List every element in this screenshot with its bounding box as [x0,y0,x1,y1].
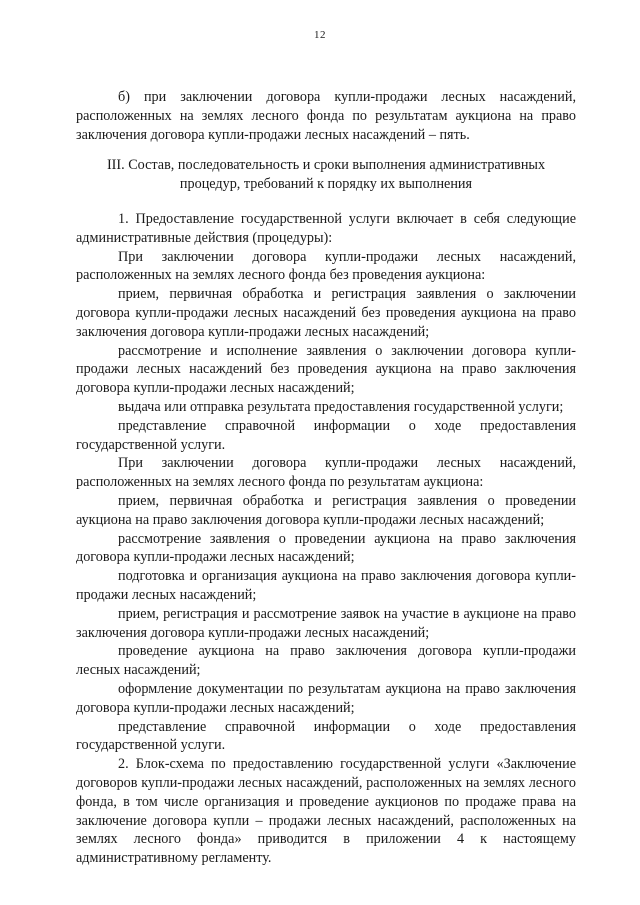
page-number: 12 [314,29,326,41]
paragraph: рассмотрение заявления о проведении аукциона на право заключения договора купли-продажи лесных насаждений; [76,530,576,566]
paragraph: 2. Блок-схема по предоставлению государственной услуги «Заключение договоров купли-продажи лесных насаждений, расположенных на землях лесного фонда, в том числе организация и проведение аукционов по продаже права на заключение договора купли – продажи лесных насаждений, расположенных на землях лесного фонда» приводится в приложении 4 к настоящему административному регламенту. [76,756,576,867]
paragraph: рассмотрение и исполнение заявления о заключении договора купли-продажи лесных насаждений без проведения аукциона на право заключения договора купли-продажи лесных насаждений; [76,342,576,397]
paragraph: представление справочной информации о ходе предоставления государственной услуги. [76,417,576,453]
section-body [76,210,576,868]
paragraph: оформление документации по результатам аукциона на право заключения договора купли-продажи лесных насаждений; [76,680,576,716]
paragraph: прием, первичная обработка и регистрация заявления о проведении аукциона на право заключения договора купли-продажи лесных насаждений; [76,492,576,528]
paragraph: подготовка и организация аукциона на право заключения договора купли-продажи лесных насаждений; [76,568,576,603]
paragraph: прием, регистрация и рассмотрение заявок на участие в аукционе на право заключения договора купли-продажи лесных насаждений; [76,605,576,641]
paragraph: выдача или отправка результата предоставления государственной услуги; [118,398,564,415]
intro-block [76,88,576,144]
section-heading [76,156,576,194]
paragraph: проведение аукциона на право заключения договора купли-продажи лесных насаждений; [76,643,576,679]
paragraph: При заключении договора купли-продажи лесных насаждений, расположенных на землях лесного фонда по результатам аукциона: [76,455,576,491]
paragraph: 1. Предоставление государственной услуги включает в себя следующие административные действия (процедуры): [76,211,576,246]
section-heading-line-2: процедур, требований к порядку их выполнения [179,175,473,192]
section-heading-line-1: III. Состав, последовательность и сроки выполнения административных [106,157,546,173]
paragraph: При заключении договора купли-продажи лесных насаждений, расположенных на землях лесного фонда без проведения аукциона: [76,248,576,284]
intro-paragraph: б) при заключении договора купли-продажи лесных насаждений, расположенных на землях лесного фонда по результатам аукциона на право заключения договора купли-продажи лесных насаждений – пять. [76,89,576,143]
paragraph: прием, первичная обработка и регистрация заявления о заключении договора купли-продажи лесных насаждений без проведения аукциона на право заключения договора купли-продажи лесных насаждений; [76,286,576,340]
paragraph: представление справочной информации о ходе предоставления государственной услуги. [76,718,576,754]
